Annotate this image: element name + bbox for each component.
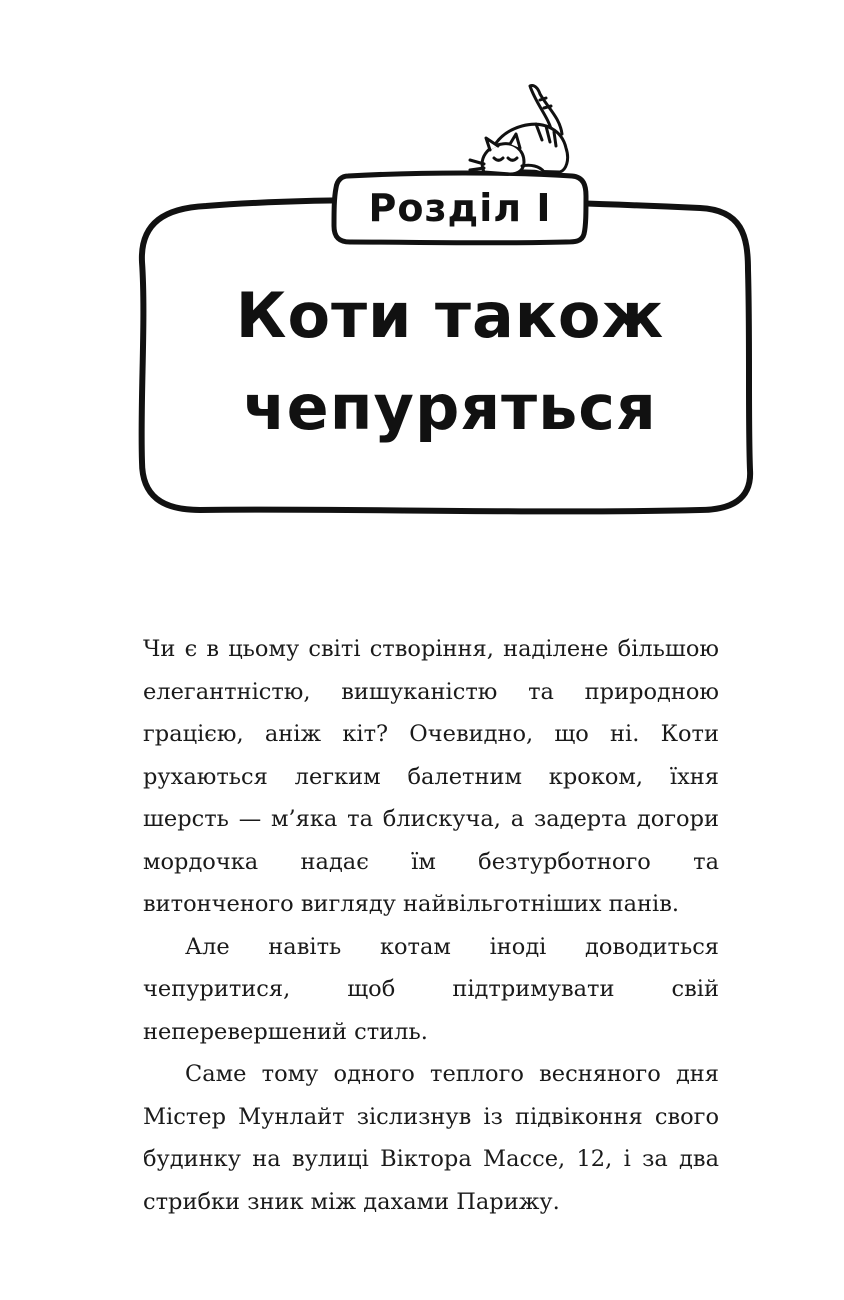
paragraph-2: Але навіть котам іноді доводиться чепуритися, щоб підтримувати свій неперевершений стиль.	[143, 933, 719, 1045]
cat-icon	[470, 85, 568, 174]
body-text	[143, 628, 719, 1223]
chapter-title-line-1: Коти також	[235, 279, 665, 352]
chapter-label: Розділ І	[368, 186, 552, 230]
paragraph-3: Саме тому одного теплого весняного дня Містер Мунлайт зіслизнув із підвіконня свого будинку на вулиці Віктора Массе, 12, і за два стрибки зник між дахами Парижу.	[143, 1061, 719, 1215]
paragraph-1: Чи є в цьому світі створіння, наділене більшою елегантністю, вишуканістю та природною грацією, аніж кіт? Очевидно, що ні. Коти рухаються легким балетним кроком, їхня шерсть — м’яка та блискуча, а задерта догори мордочка надає їм безтурботного та витонченого вигляду найвільготніших панів.	[143, 636, 719, 917]
chapter-title-line-2: чепуряться	[243, 371, 657, 444]
chapter-title	[150, 270, 750, 454]
